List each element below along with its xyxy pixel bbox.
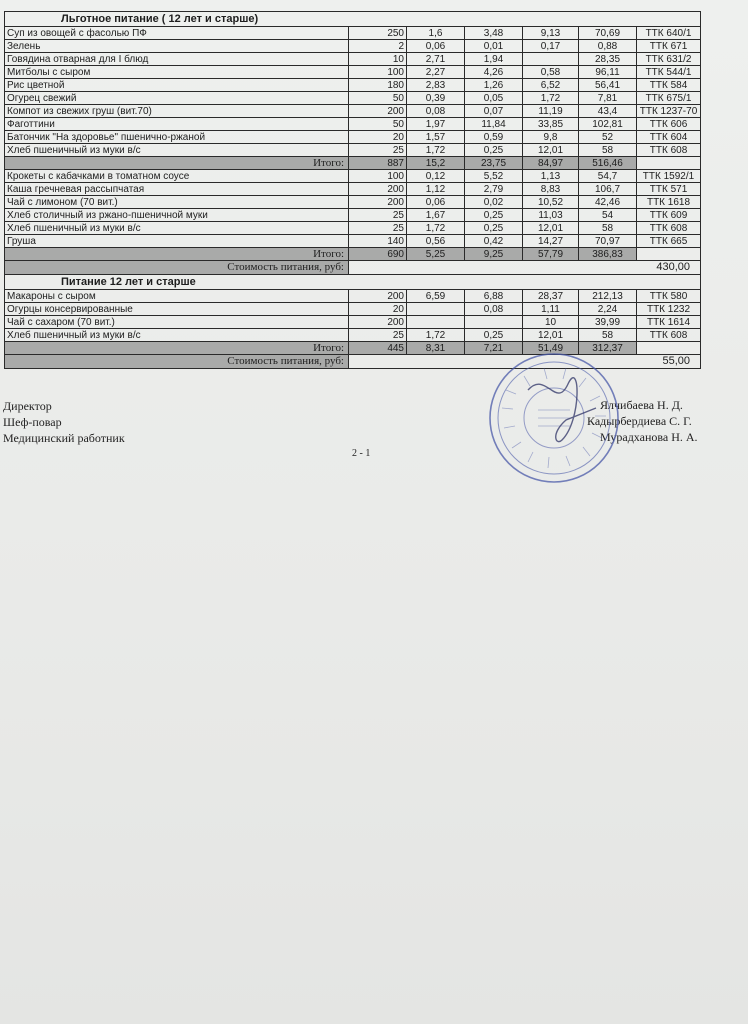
recipe-code: ТТК 608	[637, 329, 701, 342]
carbohydrates: 1,13	[523, 170, 579, 183]
total-calories: 312,37	[579, 342, 637, 355]
portion-weight: 25	[349, 144, 407, 157]
total-carbohydrates: 84,97	[523, 157, 579, 170]
total-proteins: 8,31	[407, 342, 465, 355]
dish-name: Батончик "На здоровье" пшенично-ржаной	[5, 131, 349, 144]
total-label: Итого:	[5, 248, 349, 261]
proteins: 1,67	[407, 209, 465, 222]
carbohydrates: 11,19	[523, 105, 579, 118]
carbohydrates: 8,83	[523, 183, 579, 196]
fats: 0,59	[465, 131, 523, 144]
dish-name: Суп из овощей с фасолью ПФ	[5, 27, 349, 40]
recipe-code: ТТК 580	[637, 290, 701, 303]
chef-name: Кадырбердиева С. Г.	[587, 414, 692, 428]
dish-name: Огурцы консервированные	[5, 303, 349, 316]
total-weight: 690	[349, 248, 407, 261]
recipe-code: ТТК 544/1	[637, 66, 701, 79]
calories: 52	[579, 131, 637, 144]
calories: 2,24	[579, 303, 637, 316]
menu-item-row	[5, 40, 701, 53]
calories: 102,81	[579, 118, 637, 131]
portion-weight: 200	[349, 316, 407, 329]
menu-item-row	[5, 235, 701, 248]
carbohydrates: 0,17	[523, 40, 579, 53]
proteins: 2,71	[407, 53, 465, 66]
portion-weight: 200	[349, 105, 407, 118]
calories: 0,88	[579, 40, 637, 53]
menu-item-row	[5, 196, 701, 209]
carbohydrates	[523, 53, 579, 66]
proteins: 2,83	[407, 79, 465, 92]
proteins: 0,08	[407, 105, 465, 118]
recipe-code: ТТК 1237-70	[637, 105, 701, 118]
proteins	[407, 316, 465, 329]
recipe-code: ТТК 609	[637, 209, 701, 222]
dish-name: Груша	[5, 235, 349, 248]
fats: 11,84	[465, 118, 523, 131]
carbohydrates: 33,85	[523, 118, 579, 131]
recipe-code: ТТК 665	[637, 235, 701, 248]
menu-item-row	[5, 53, 701, 66]
recipe-code: ТТК 1592/1	[637, 170, 701, 183]
recipe-code: ТТК 608	[637, 222, 701, 235]
total-fats: 7,21	[465, 342, 523, 355]
proteins: 0,06	[407, 196, 465, 209]
dish-name: Хлеб пшеничный из муки в/с	[5, 222, 349, 235]
proteins: 0,56	[407, 235, 465, 248]
medic-role: Медицинский работник	[3, 431, 125, 445]
cost-label: Стоимость питания, руб:	[5, 261, 349, 275]
fats: 0,07	[465, 105, 523, 118]
portion-weight: 50	[349, 118, 407, 131]
fats: 0,25	[465, 329, 523, 342]
director-name: Ялчибаева Н. Д.	[600, 398, 683, 412]
menu-item-row	[5, 303, 701, 316]
section-title: Льготное питание ( 12 лет и старше)	[5, 12, 701, 27]
total-weight: 887	[349, 157, 407, 170]
fats: 3,48	[465, 27, 523, 40]
cost-value: 55,00	[349, 355, 701, 369]
calories: 54,7	[579, 170, 637, 183]
fats	[465, 316, 523, 329]
recipe-code: ТТК 584	[637, 79, 701, 92]
dish-name: Чай с сахаром (70 вит.)	[5, 316, 349, 329]
proteins: 6,59	[407, 290, 465, 303]
total-proteins: 15,2	[407, 157, 465, 170]
medic-name: Мурадханова Н. А.	[600, 430, 698, 444]
recipe-code: ТТК 631/2	[637, 53, 701, 66]
portion-weight: 20	[349, 303, 407, 316]
section-header	[5, 12, 701, 27]
total-label: Итого:	[5, 342, 349, 355]
fats: 0,25	[465, 222, 523, 235]
dish-name: Чай с лимоном (70 вит.)	[5, 196, 349, 209]
total-carbohydrates: 51,49	[523, 342, 579, 355]
calories: 70,69	[579, 27, 637, 40]
total-row	[5, 248, 701, 261]
portion-weight: 50	[349, 92, 407, 105]
total-calories: 516,46	[579, 157, 637, 170]
carbohydrates: 10,52	[523, 196, 579, 209]
menu-item-row	[5, 209, 701, 222]
portion-weight: 250	[349, 27, 407, 40]
proteins: 1,72	[407, 329, 465, 342]
dish-name: Зелень	[5, 40, 349, 53]
recipe-code: ТТК 640/1	[637, 27, 701, 40]
total-blank-cell	[637, 248, 701, 261]
portion-weight: 200	[349, 290, 407, 303]
fats: 0,42	[465, 235, 523, 248]
proteins: 1,12	[407, 183, 465, 196]
calories: 39,99	[579, 316, 637, 329]
fats: 1,94	[465, 53, 523, 66]
calories: 212,13	[579, 290, 637, 303]
proteins: 1,72	[407, 144, 465, 157]
total-carbohydrates: 57,79	[523, 248, 579, 261]
dish-name: Рис цветной	[5, 79, 349, 92]
menu-item-row	[5, 290, 701, 303]
proteins: 1,6	[407, 27, 465, 40]
calories: 28,35	[579, 53, 637, 66]
menu-item-row	[5, 170, 701, 183]
fats: 0,25	[465, 144, 523, 157]
calories: 7,81	[579, 92, 637, 105]
recipe-code: ТТК 1232	[637, 303, 701, 316]
calories: 70,97	[579, 235, 637, 248]
dish-name: Огурец свежий	[5, 92, 349, 105]
total-row	[5, 157, 701, 170]
menu-item-row	[5, 105, 701, 118]
portion-weight: 2	[349, 40, 407, 53]
calories: 58	[579, 144, 637, 157]
calories: 58	[579, 329, 637, 342]
carbohydrates: 12,01	[523, 144, 579, 157]
dish-name: Каша гречневая рассыпчатая	[5, 183, 349, 196]
menu-item-row	[5, 92, 701, 105]
total-blank-cell	[637, 157, 701, 170]
recipe-code: ТТК 1614	[637, 316, 701, 329]
dish-name: Хлеб пшеничный из муки в/с	[5, 329, 349, 342]
carbohydrates: 11,03	[523, 209, 579, 222]
proteins: 0,39	[407, 92, 465, 105]
recipe-code: ТТК 604	[637, 131, 701, 144]
portion-weight: 25	[349, 209, 407, 222]
portion-weight: 200	[349, 183, 407, 196]
carbohydrates: 12,01	[523, 329, 579, 342]
carbohydrates: 10	[523, 316, 579, 329]
proteins: 1,72	[407, 222, 465, 235]
recipe-code: ТТК 606	[637, 118, 701, 131]
total-fats: 9,25	[465, 248, 523, 261]
recipe-code: ТТК 571	[637, 183, 701, 196]
recipe-code: ТТК 1618	[637, 196, 701, 209]
calories: 42,46	[579, 196, 637, 209]
calories: 54	[579, 209, 637, 222]
dish-name: Хлеб столичный из ржано-пшеничной муки	[5, 209, 349, 222]
portion-weight: 10	[349, 53, 407, 66]
calories: 43,4	[579, 105, 637, 118]
official-stamp	[486, 350, 622, 486]
menu-item-row	[5, 329, 701, 342]
menu-item-row	[5, 131, 701, 144]
proteins: 2,27	[407, 66, 465, 79]
section-title: Питание 12 лет и старше	[5, 275, 701, 290]
fats: 6,88	[465, 290, 523, 303]
fats: 2,79	[465, 183, 523, 196]
total-fats: 23,75	[465, 157, 523, 170]
chef-role: Шеф-повар	[3, 415, 62, 429]
cost-label: Стоимость питания, руб:	[5, 355, 349, 369]
proteins: 1,97	[407, 118, 465, 131]
menu-item-row	[5, 66, 701, 79]
portion-weight: 100	[349, 170, 407, 183]
calories: 106,7	[579, 183, 637, 196]
menu-table	[4, 11, 701, 369]
fats: 0,02	[465, 196, 523, 209]
carbohydrates: 0,58	[523, 66, 579, 79]
page-number: 2 - 1	[352, 448, 371, 459]
menu-item-row	[5, 144, 701, 157]
dish-name: Фаготтини	[5, 118, 349, 131]
cost-row	[5, 261, 701, 275]
portion-weight: 200	[349, 196, 407, 209]
portion-weight: 20	[349, 131, 407, 144]
director-role: Директор	[3, 399, 52, 413]
total-label: Итого:	[5, 157, 349, 170]
menu-item-row	[5, 79, 701, 92]
fats: 0,01	[465, 40, 523, 53]
proteins: 0,12	[407, 170, 465, 183]
carbohydrates: 9,8	[523, 131, 579, 144]
menu-item-row	[5, 27, 701, 40]
fats: 0,25	[465, 209, 523, 222]
proteins	[407, 303, 465, 316]
portion-weight: 180	[349, 79, 407, 92]
carbohydrates: 6,52	[523, 79, 579, 92]
menu-item-row	[5, 316, 701, 329]
recipe-code: ТТК 608	[637, 144, 701, 157]
recipe-code: ТТК 675/1	[637, 92, 701, 105]
fats: 1,26	[465, 79, 523, 92]
recipe-code: ТТК 671	[637, 40, 701, 53]
menu-item-row	[5, 222, 701, 235]
menu-item-row	[5, 183, 701, 196]
proteins: 1,57	[407, 131, 465, 144]
carbohydrates: 9,13	[523, 27, 579, 40]
cost-value: 430,00	[349, 261, 701, 275]
portion-weight: 100	[349, 66, 407, 79]
total-calories: 386,83	[579, 248, 637, 261]
fats: 4,26	[465, 66, 523, 79]
total-weight: 445	[349, 342, 407, 355]
calories: 58	[579, 222, 637, 235]
total-proteins: 5,25	[407, 248, 465, 261]
carbohydrates: 1,72	[523, 92, 579, 105]
menu-item-row	[5, 118, 701, 131]
dish-name: Хлеб пшеничный из муки в/с	[5, 144, 349, 157]
carbohydrates: 12,01	[523, 222, 579, 235]
total-blank-cell	[637, 342, 701, 355]
fats: 0,08	[465, 303, 523, 316]
dish-name: Компот из свежих груш (вит.70)	[5, 105, 349, 118]
dish-name: Крокеты с кабачками в томатном соусе	[5, 170, 349, 183]
carbohydrates: 28,37	[523, 290, 579, 303]
section-header	[5, 275, 701, 290]
carbohydrates: 1,11	[523, 303, 579, 316]
proteins: 0,06	[407, 40, 465, 53]
fats: 5,52	[465, 170, 523, 183]
calories: 56,41	[579, 79, 637, 92]
calories: 96,11	[579, 66, 637, 79]
portion-weight: 25	[349, 222, 407, 235]
portion-weight: 25	[349, 329, 407, 342]
dish-name: Митболы с сыром	[5, 66, 349, 79]
portion-weight: 140	[349, 235, 407, 248]
dish-name: Говядина отварная для I блюд	[5, 53, 349, 66]
fats: 0,05	[465, 92, 523, 105]
carbohydrates: 14,27	[523, 235, 579, 248]
dish-name: Макароны с сыром	[5, 290, 349, 303]
